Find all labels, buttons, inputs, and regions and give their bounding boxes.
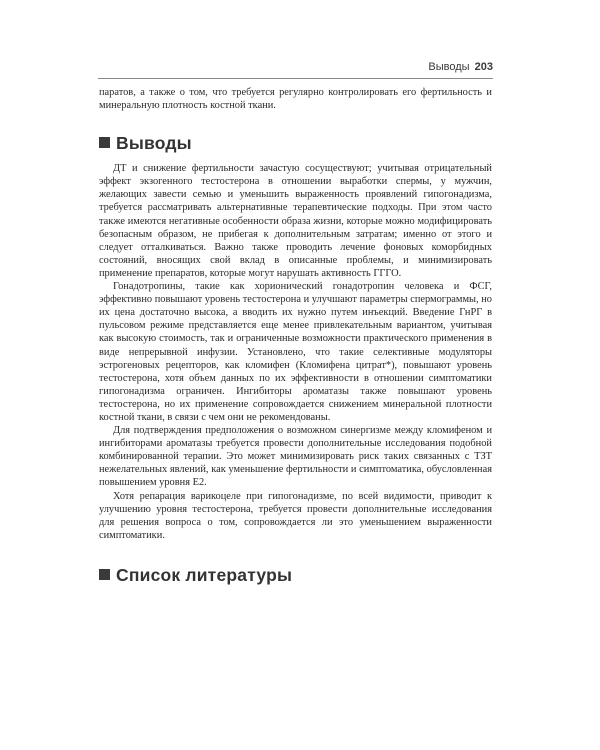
paragraph-3: Для подтверждения предположения о возможном синергизме между кломифеном и ингибиторами ароматазы требуется провести дополнительные исследования подобной комбинированной терапии. Это может минимизировать риск таких связанных с ТЗТ нежелательных явлений, как уменьшение фертильности и симптоматика, обусловленная повышением уровня Е2.	[99, 425, 492, 489]
paragraph-2: Гонадотропины, такие как хорионический гонадотропин человека и ФСГ, эффективно повышают уровень тестостерона и улучшают параметры спермограммы, но их цена достаточно высока, а вводить их нужно путем инъекций. Введение ГнРГ в пульсовом режиме представляется еще менее привлекательным вариантом, учитывая как высокую стоимость, так и ограниченные возможности практического применения в виде непрерывной инфузии. Установлено, что такие селективные модуляторы эстрогеновых рецепторов, как кломифен (Кломифена цитрат*), повышают уровень тестостерона, хотя объем данных по их эффективности в отношении симптоматики гипогонадизма ограничен. Ингибиторы ароматазы также повышают уровень тестостерона, но их применение сопровождается снижением минеральной плотности костной ткани, в связи с чем они не рекомендованы.	[99, 281, 492, 423]
section-heading-conclusions-text: Выводы	[116, 133, 192, 154]
paragraph-4: Хотя репарация варикоцеле при гипогонадизме, по всей видимости, приводит к улучшению уровня тестостерона, требуется провести дополнительные исследования для решения вопроса о том, сопровождается ли это уменьшением выраженности симптоматики.	[99, 490, 492, 541]
paragraph-1: ДТ и снижение фертильности зачастую сосуществуют; учитывая отрицательный эффект экзогенного тестостерона в отношении выработки спермы, у мужчин, желающих завести семью и уменьшить выраженность проявлений гипогонадизма, требуется рассматривать альтернативные терапевтические подходы. При этом часто также имеются негативные особенности образа жизни, которые можно модифицировать безопасным образом, не прибегая к дополнительным затратам; именно от этого и следует отталкиваться. Важно также проводить лечение фоновых коморбидных состояний, вносящих свой вклад в описанные проблемы, и минимизировать применение препаратов, которые могут нарушать активность ГГГО.	[99, 163, 492, 279]
running-head	[98, 60, 493, 79]
heading-square-bullet-icon	[99, 569, 110, 580]
section-heading-references	[99, 564, 492, 586]
page-content	[99, 86, 492, 586]
continuation-paragraph: паратов, а также о том, что требуется регулярно контролировать его фертильность и минеральную плотность костной ткани.	[99, 87, 492, 112]
heading-square-bullet-icon	[99, 137, 110, 148]
page-number: 203	[474, 61, 493, 73]
section-heading-references-text: Список литературы	[116, 564, 293, 585]
running-head-title: Выводы	[428, 61, 470, 73]
section-heading-conclusions	[99, 132, 492, 154]
